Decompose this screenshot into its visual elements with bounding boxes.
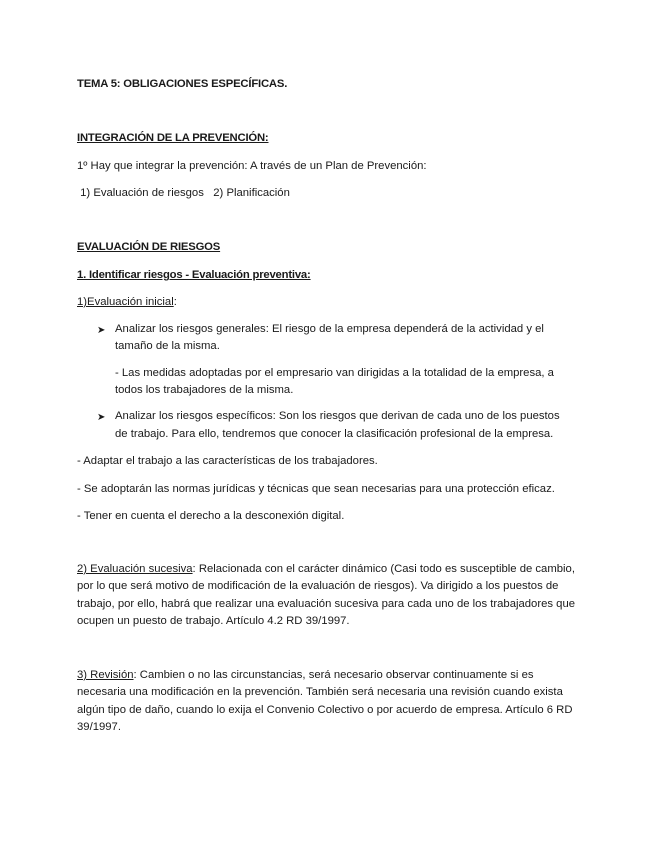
- arrow-bullet-icon: ➤: [97, 412, 106, 423]
- sub-item-line-2: todos los trabajadores de la misma.: [115, 384, 294, 396]
- evaluacion-sucesiva-label: 2) Evaluación sucesiva: [77, 563, 193, 575]
- evaluacion-inicial-line: [77, 294, 177, 311]
- dash-item-3: - Tener en cuenta el derecho a la desconexión digital.: [77, 510, 345, 522]
- evaluacion-heading: EVALUACIÓN DE RIESGOS: [77, 241, 221, 253]
- bullet2-line-1: Analizar los riesgos específicos: Son los riesgos que derivan de cada uno de los puestos: [115, 410, 560, 422]
- bullet1-line-1: Analizar los riesgos generales: El riesgo de la empresa dependerá de la actividad y el: [115, 323, 544, 335]
- evaluacion-inicial-colon: :: [173, 296, 177, 308]
- evaluacion-sucesiva-paragraph: [77, 561, 577, 630]
- integracion-line-2: 1) Evaluación de riesgos 2) Planificación: [77, 187, 290, 199]
- bullet2-line-2: de trabajo. Para ello, tendremos que conocer la clasificación profesional de la empresa.: [115, 428, 554, 440]
- revision-paragraph: [77, 667, 577, 736]
- evaluacion-sucesiva-text: : Relacionada con el carácter dinámico (Casi todo es susceptible de cambio, por lo que será motivo de modificación de la evaluación de riesgos). Va dirigido a los puestos de trabajo, por ello, habrá que realizar una evaluación sucesiva para cada uno de los trabajadores que ocupen un puesto de trabajo. Artículo 4.2 RD 39/1997.: [77, 563, 576, 627]
- page-title: TEMA 5: OBLIGACIONES ESPECÍFICAS.: [77, 78, 288, 90]
- revision-text: : Cambien o no las circunstancias, será necesario observar continuamente si es necesaria una modificación en la prevención. También será necesaria una revisión cuando exista algún tipo de daño, cuando lo exija el Convenio Colectivo o por acuerdo de empresa. Artículo 6 RD 39/1997.: [77, 669, 573, 733]
- integracion-line-1: 1º Hay que integrar la prevención: A través de un Plan de Prevención:: [77, 160, 427, 172]
- sub-item-line-1: - Las medidas adoptadas por el empresario van dirigidas a la totalidad de la empresa, a: [115, 367, 554, 379]
- evaluacion-inicial-label: 1)Evaluación inicial: [77, 296, 174, 308]
- arrow-bullet-icon: ➤: [97, 325, 106, 336]
- bullet1-line-2: tamaño de la misma.: [115, 340, 220, 352]
- integracion-heading: INTEGRACIÓN DE LA PREVENCIÓN:: [77, 132, 269, 144]
- revision-label: 3) Revisión: [77, 669, 134, 681]
- dash-item-1: - Adaptar el trabajo a las características de los trabajadores.: [77, 455, 378, 467]
- dash-item-2: - Se adoptarán las normas jurídicas y técnicas que sean necesarias para una protección eficaz.: [77, 483, 555, 495]
- evaluacion-subheading: 1. Identificar riesgos - Evaluación preventiva:: [77, 269, 311, 281]
